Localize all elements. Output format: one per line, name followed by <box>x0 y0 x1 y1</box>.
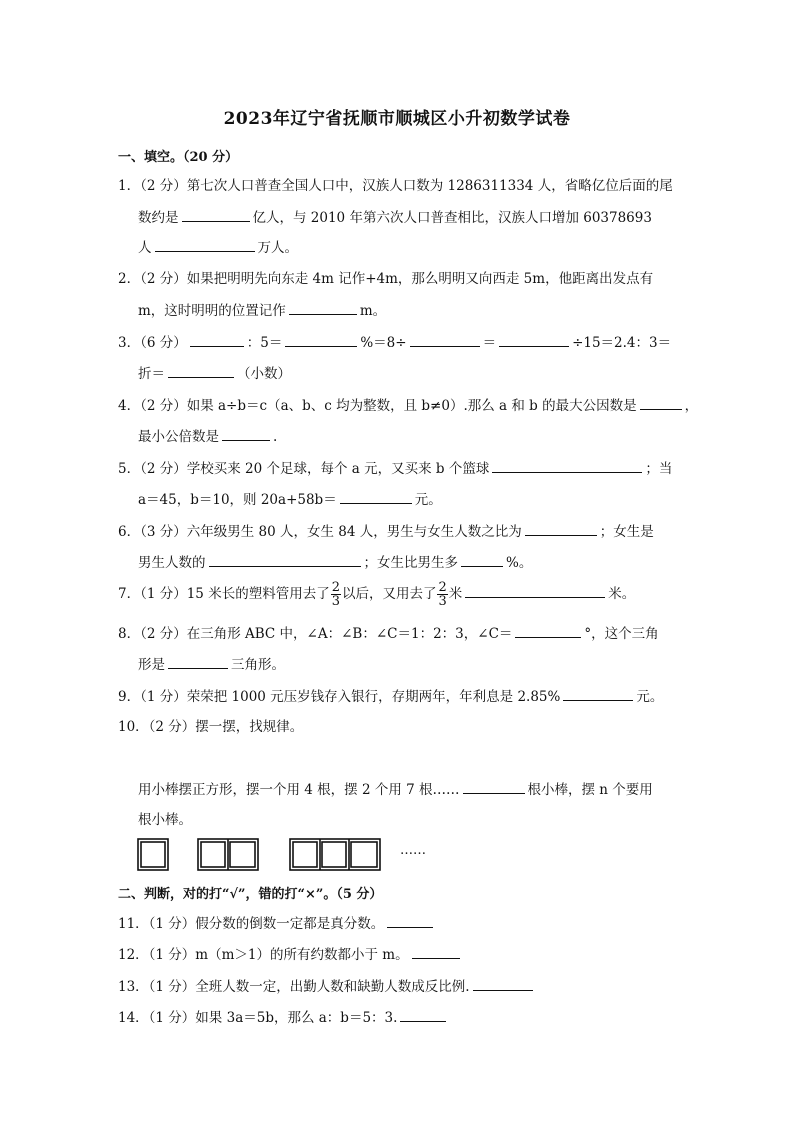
q8-line2 <box>138 655 285 674</box>
q1-text: 万人。 <box>257 240 298 256</box>
q7-fraction-2 <box>437 581 447 608</box>
q1-blank-2[interactable] <box>155 238 255 252</box>
q3-blank-1[interactable] <box>190 333 244 347</box>
q7-fraction-denominator: 3 <box>438 594 447 609</box>
q12-blank[interactable] <box>412 945 460 959</box>
q1-text: 亿人，与 2010 年第六次人口普查相比，汉族人口增加 60378693 <box>252 210 652 226</box>
q3-text: （小数） <box>237 366 291 382</box>
three-squares <box>290 839 380 870</box>
q5-text: ；当 <box>645 461 673 477</box>
q4-line1 <box>118 396 698 415</box>
q14-line <box>118 1008 449 1027</box>
q2-blank[interactable] <box>289 301 357 315</box>
q3-blank-2[interactable] <box>285 333 357 347</box>
q7-text: 米 <box>448 586 463 602</box>
q3-text: ＝ <box>482 335 497 351</box>
q11-blank[interactable] <box>387 914 433 928</box>
q3-line1 <box>118 333 671 352</box>
q8-text: 8．（2 分）在三角形 ABC 中，∠A：∠B：∠C＝1：2：3，∠C＝ <box>118 626 513 642</box>
q3-blank-5[interactable] <box>168 364 234 378</box>
q3-line2 <box>138 364 291 383</box>
q8-text: 三角形。 <box>231 657 285 673</box>
q7-blank[interactable] <box>465 584 605 598</box>
q2-text: m，这时明明的位置记作 <box>138 303 286 319</box>
q3-text: 3．（6 分） <box>118 335 187 351</box>
q1-line3 <box>138 238 298 257</box>
q6-line2 <box>138 553 532 572</box>
q8-text: °，这个三角 <box>584 626 659 642</box>
q5-text: a＝45，b＝10，则 20a+58b＝ <box>138 492 337 508</box>
stick-squares-figure <box>136 836 386 874</box>
q6-blank-3[interactable] <box>461 553 503 567</box>
q5-blank-2[interactable] <box>340 490 412 504</box>
q6-text: 6．（3 分）六年级男生 80 人，女生 84 人，男生与女生人数之比为 <box>118 524 522 540</box>
q13-blank[interactable] <box>473 977 533 991</box>
q6-text: 男生人数的 <box>138 555 206 571</box>
q9-blank[interactable] <box>563 687 633 701</box>
q3-blank-4[interactable] <box>499 333 569 347</box>
q11-line <box>118 914 436 933</box>
q1-text: 数约是 <box>138 210 179 226</box>
q6-text: ；女生是 <box>599 524 654 540</box>
q1-line2 <box>138 208 652 227</box>
q4-text: 4．（2 分）如果 a÷b＝c（a、b、c 均为整数，且 b≠0）.那么 a 和 b 的最大公因数是 <box>118 398 637 414</box>
q7-line1 <box>118 579 635 609</box>
q5-line2 <box>138 490 442 509</box>
continuation-dots: …… <box>400 843 426 858</box>
section-fill-blank-heading: 一、填空。（20 分） <box>118 150 239 165</box>
q10-text: 根小棒，摆 n 个要用 <box>527 782 653 798</box>
q5-blank-1[interactable] <box>492 459 642 473</box>
q11-text: 11．（1 分）假分数的倒数一定都是真分数。 <box>118 916 385 932</box>
q10-line1: 10．（2 分）摆一摆，找规律。 <box>118 719 304 735</box>
q3-text: 折＝ <box>138 366 165 382</box>
q7-text: 米。 <box>608 586 636 602</box>
q4-blank-1[interactable] <box>640 396 682 410</box>
q3-blank-3[interactable] <box>410 333 480 347</box>
q9-text: 9．（1 分）荣荣把 1000 元压岁钱存入银行，存期两年，年利息是 2.85% <box>118 689 561 705</box>
q2-line2 <box>138 301 386 320</box>
q6-blank-2[interactable] <box>209 553 361 567</box>
q7-fraction-numerator: 2 <box>331 580 340 595</box>
q1-text: 人 <box>138 240 152 256</box>
q3-text: %＝8÷ <box>360 335 407 351</box>
q4-text: 最小公倍数是 <box>138 429 219 445</box>
q3-text: ÷15＝2.4：3＝ <box>572 335 672 351</box>
q5-line1 <box>118 459 672 478</box>
q7-fraction-denominator: 3 <box>331 594 340 609</box>
exam-title: 2023年辽宁省抚顺市顺城区小升初数学试卷 <box>223 109 571 129</box>
q8-blank-1[interactable] <box>515 624 581 638</box>
q2-text: m。 <box>359 303 387 319</box>
q4-text: ， <box>684 398 699 414</box>
q7-text: 以后，又用去了 <box>341 586 437 602</box>
q10-line3: 根小棒。 <box>138 812 192 828</box>
q1-blank-1[interactable] <box>182 208 250 222</box>
q8-text: 形是 <box>138 657 165 673</box>
q10-blank-1[interactable] <box>463 780 525 794</box>
q4-line2 <box>138 427 277 446</box>
one-square <box>138 839 168 870</box>
q13-text: 13．（1 分）全班人数一定，出勤人数和缺勤人数成反比例. <box>118 979 470 995</box>
q9-text: 元。 <box>636 689 664 705</box>
section-judgement-heading: 二、判断，对的打“√”，错的打“×”。（5 分） <box>118 887 383 902</box>
q4-text: . <box>273 429 278 445</box>
q10-line2 <box>138 780 653 799</box>
q13-line <box>118 977 536 996</box>
q7-fraction-numerator: 2 <box>438 580 447 595</box>
q6-blank-1[interactable] <box>525 522 597 536</box>
q10-text: 用小棒摆正方形，摆一个用 4 根，摆 2 个用 7 根…… <box>138 782 460 798</box>
q14-text: 14．（1 分）如果 3a＝5b，那么 a：b＝5：3. <box>118 1010 398 1026</box>
q3-text: ：5＝ <box>246 335 283 351</box>
q6-text: %。 <box>506 555 533 571</box>
q2-line1: 2．（2 分）如果把明明先向东走 4m 记作+4m，那么明明又向西走 5m，他距离出发点有 <box>118 271 654 287</box>
q4-blank-2[interactable] <box>222 427 270 441</box>
q5-text: 元。 <box>414 492 442 508</box>
q1-line1: 1．（2 分）第七次人口普查全国人口中，汉族人口数为 1286311334 人，省略亿位后面的尾 <box>118 178 673 194</box>
q7-text: 7．（1 分）15 米长的塑料管用去了 <box>118 586 330 602</box>
q6-text: ；女生比男生多 <box>363 555 458 571</box>
q12-text: 12．（1 分）m（m＞1）的所有约数都小于 m。 <box>118 947 409 963</box>
q8-line1 <box>118 624 659 643</box>
q5-text: 5．（2 分）学校买来 20 个足球，每个 a 元，又买来 b 个篮球 <box>118 461 490 477</box>
two-squares <box>198 839 258 870</box>
q6-line1 <box>118 522 654 541</box>
q7-fraction-1 <box>331 581 341 608</box>
q9-line1 <box>118 687 663 706</box>
q12-line <box>118 945 463 964</box>
q8-blank-2[interactable] <box>168 655 228 669</box>
q14-blank[interactable] <box>400 1008 446 1022</box>
